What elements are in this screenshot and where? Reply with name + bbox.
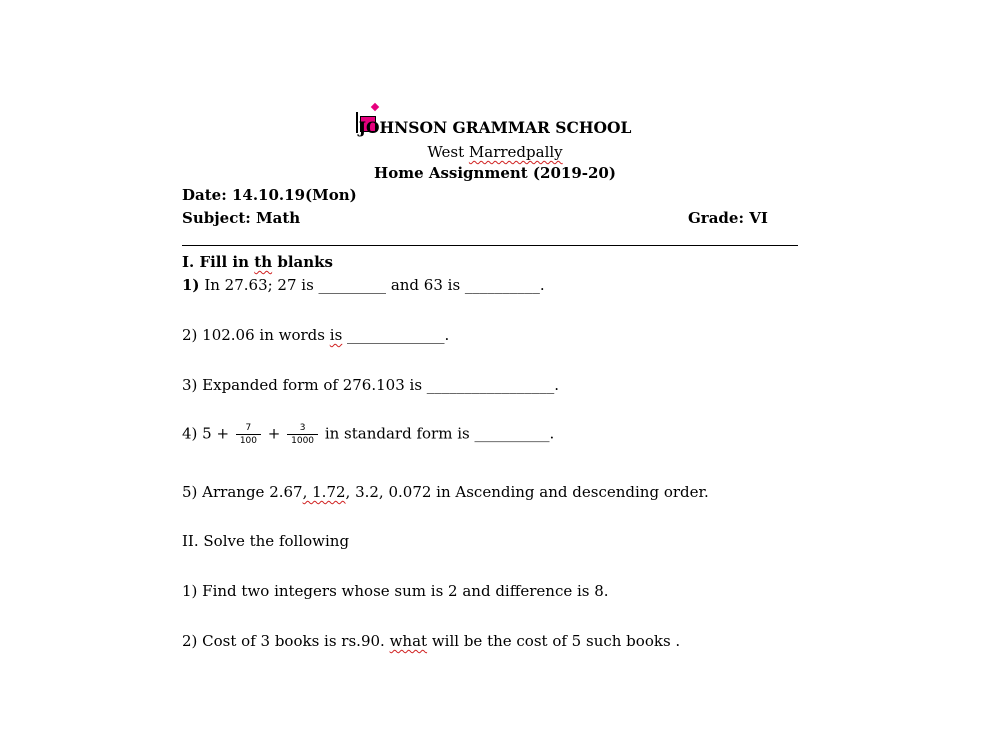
location-prefix: West — [427, 143, 469, 161]
question-1-4 — [182, 422, 554, 447]
question-1-1-number: 1) — [182, 276, 200, 294]
question-2-2-pre: 2) Cost of 3 books is rs.90. — [182, 632, 390, 650]
question-2-2-post: will be the cost of 5 such books . — [427, 632, 681, 650]
question-1-2-post: _____________. — [342, 326, 450, 344]
question-2-1: 1) Find two integers whose sum is 2 and difference is 8. — [182, 582, 609, 600]
question-1-4-pre: 4) 5 + — [182, 424, 234, 443]
question-1-2-pre: 2) 102.06 in words — [182, 326, 330, 344]
location-word: Marredpally — [468, 143, 563, 161]
subject-label: Subject: Math — [182, 209, 301, 227]
question-1-5-pre: 5) Arrange 2.67 — [182, 483, 303, 501]
question-1-1 — [182, 276, 545, 294]
question-1-4-plus: + — [267, 424, 286, 443]
fraction-1-numerator: 7 — [236, 422, 261, 435]
school-location — [0, 143, 990, 161]
question-1-2-typo: is — [329, 326, 343, 344]
section1-title — [182, 253, 333, 271]
fraction-2-numerator: 3 — [287, 422, 318, 435]
question-1-5-typo: , 1.72 — [302, 483, 346, 501]
section1-title-pre: I. Fill in — [182, 253, 255, 271]
question-2-2 — [182, 632, 680, 650]
question-1-4-post: in standard form is __________. — [324, 424, 555, 443]
section1-title-typo: th — [254, 253, 273, 271]
assignment-title: Home Assignment (2019-20) — [374, 164, 616, 182]
school-name: JOHNSON GRAMMAR SCHOOL — [358, 118, 632, 137]
grade-label: Grade: VI — [688, 209, 768, 227]
date-label: Date: 14.10.19(Mon) — [182, 186, 357, 204]
question-1-5-post: , 3.2, 0.072 in Ascending and descending order. — [345, 483, 709, 501]
question-1-5 — [182, 483, 709, 501]
fraction-2-denominator: 1000 — [291, 436, 315, 446]
section1-title-post: blanks — [272, 253, 333, 271]
divider-line — [182, 245, 798, 246]
fraction-1-denominator: 100 — [239, 436, 257, 446]
section2-title: II. Solve the following — [182, 532, 350, 550]
fraction-7-100 — [236, 422, 261, 447]
question-1-3: 3) Expanded form of 276.103 is _________________. — [182, 376, 560, 394]
logo-flag — [371, 103, 379, 111]
question-1-2 — [182, 326, 449, 344]
question-1-1-text: In 27.63; 27 is _________ and 63 is __________. — [199, 276, 545, 294]
fraction-3-1000 — [287, 422, 318, 447]
question-2-2-typo: what — [389, 632, 428, 650]
